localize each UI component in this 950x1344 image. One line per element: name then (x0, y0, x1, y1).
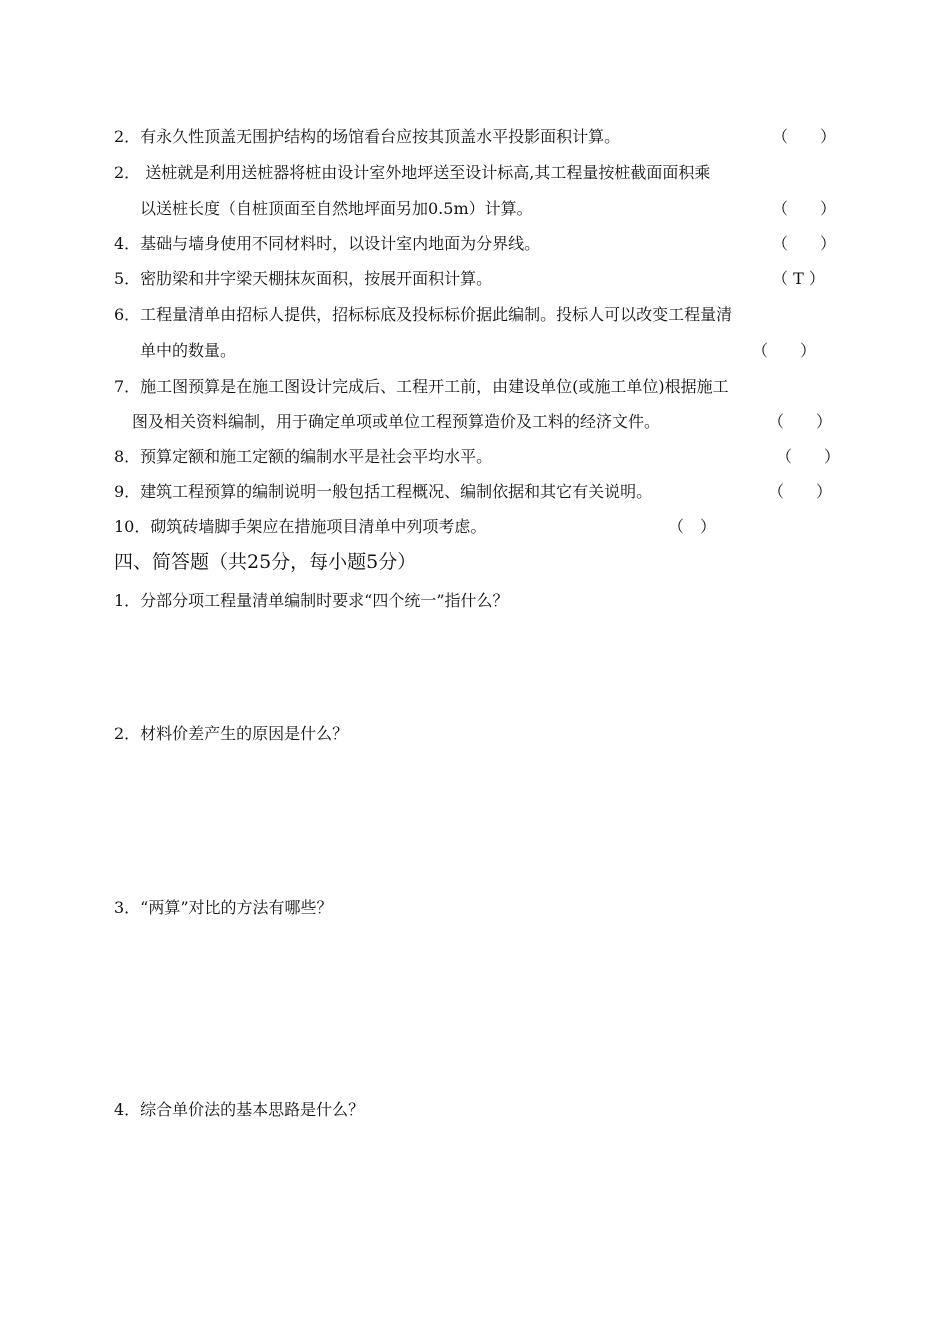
tf-item-6-cont: 单中的数量。 (140, 341, 237, 360)
tf-item-5: 5．密肋梁和井字梁天棚抹灰面积，按展开面积计算。 (114, 269, 493, 288)
answer-filled: （ T ） (772, 269, 825, 288)
tf-item-9: 9．建筑工程预算的编制说明一般包括工程概况、编制依据和其它有关说明。 (114, 482, 653, 501)
answer-blank: （ ） (772, 199, 837, 218)
answer-blank: （ ） (768, 412, 833, 431)
tf-item-8: 8．预算定额和施工定额的编制水平是社会平均水平。 (114, 447, 493, 466)
tf-item-2a: 2．有永久性顶盖无围护结构的场馆看台应按其顶盖水平投影面积计算。 (114, 127, 621, 146)
answer-blank: （ ） (776, 447, 841, 466)
tf-item-7: 7．施工图预算是在施工图设计完成后、工程开工前，由建设单位(或施工单位)根据施工 (114, 377, 729, 396)
answer-blank: （ ） (668, 517, 717, 536)
question-1: 1．分部分项工程量清单编制时要求“四个统一”指什么？ (114, 591, 509, 610)
question-2: 2．材料价差产生的原因是什么？ (114, 724, 349, 743)
tf-item-7-cont: 图及相关资料编制，用于确定单项或单位工程预算造价及工料的经济文件。 (132, 412, 661, 431)
tf-item-2b: 2． 送桩就是利用送桩器将桩由设计室外地坪送至设计标高,其工程量按桩截面面积乘 (114, 163, 711, 182)
answer-blank: （ ） (772, 234, 837, 253)
tf-item-2b-cont: 以送桩长度（自桩顶面至自然地坪面另加0.5m）计算。 (140, 199, 533, 218)
answer-blank: （ ） (772, 127, 837, 146)
answer-blank: （ ） (768, 482, 833, 501)
answer-blank: （ ） (752, 341, 817, 360)
tf-item-6: 6．工程量清单由招标人提供，招标标底及投标标价据此编制。投标人可以改变工程量清 (114, 305, 733, 324)
tf-item-10: 10．砌筑砖墙脚手架应在措施项目清单中列项考虑。 (114, 517, 487, 536)
question-3: 3．“两算”对比的方法有哪些？ (114, 898, 333, 917)
section-title: 四、简答题（共25分，每小题5分） (114, 551, 417, 573)
question-4: 4．综合单价法的基本思路是什么？ (114, 1100, 365, 1119)
tf-item-4: 4．基础与墙身使用不同材料时，以设计室内地面为分界线。 (114, 234, 541, 253)
